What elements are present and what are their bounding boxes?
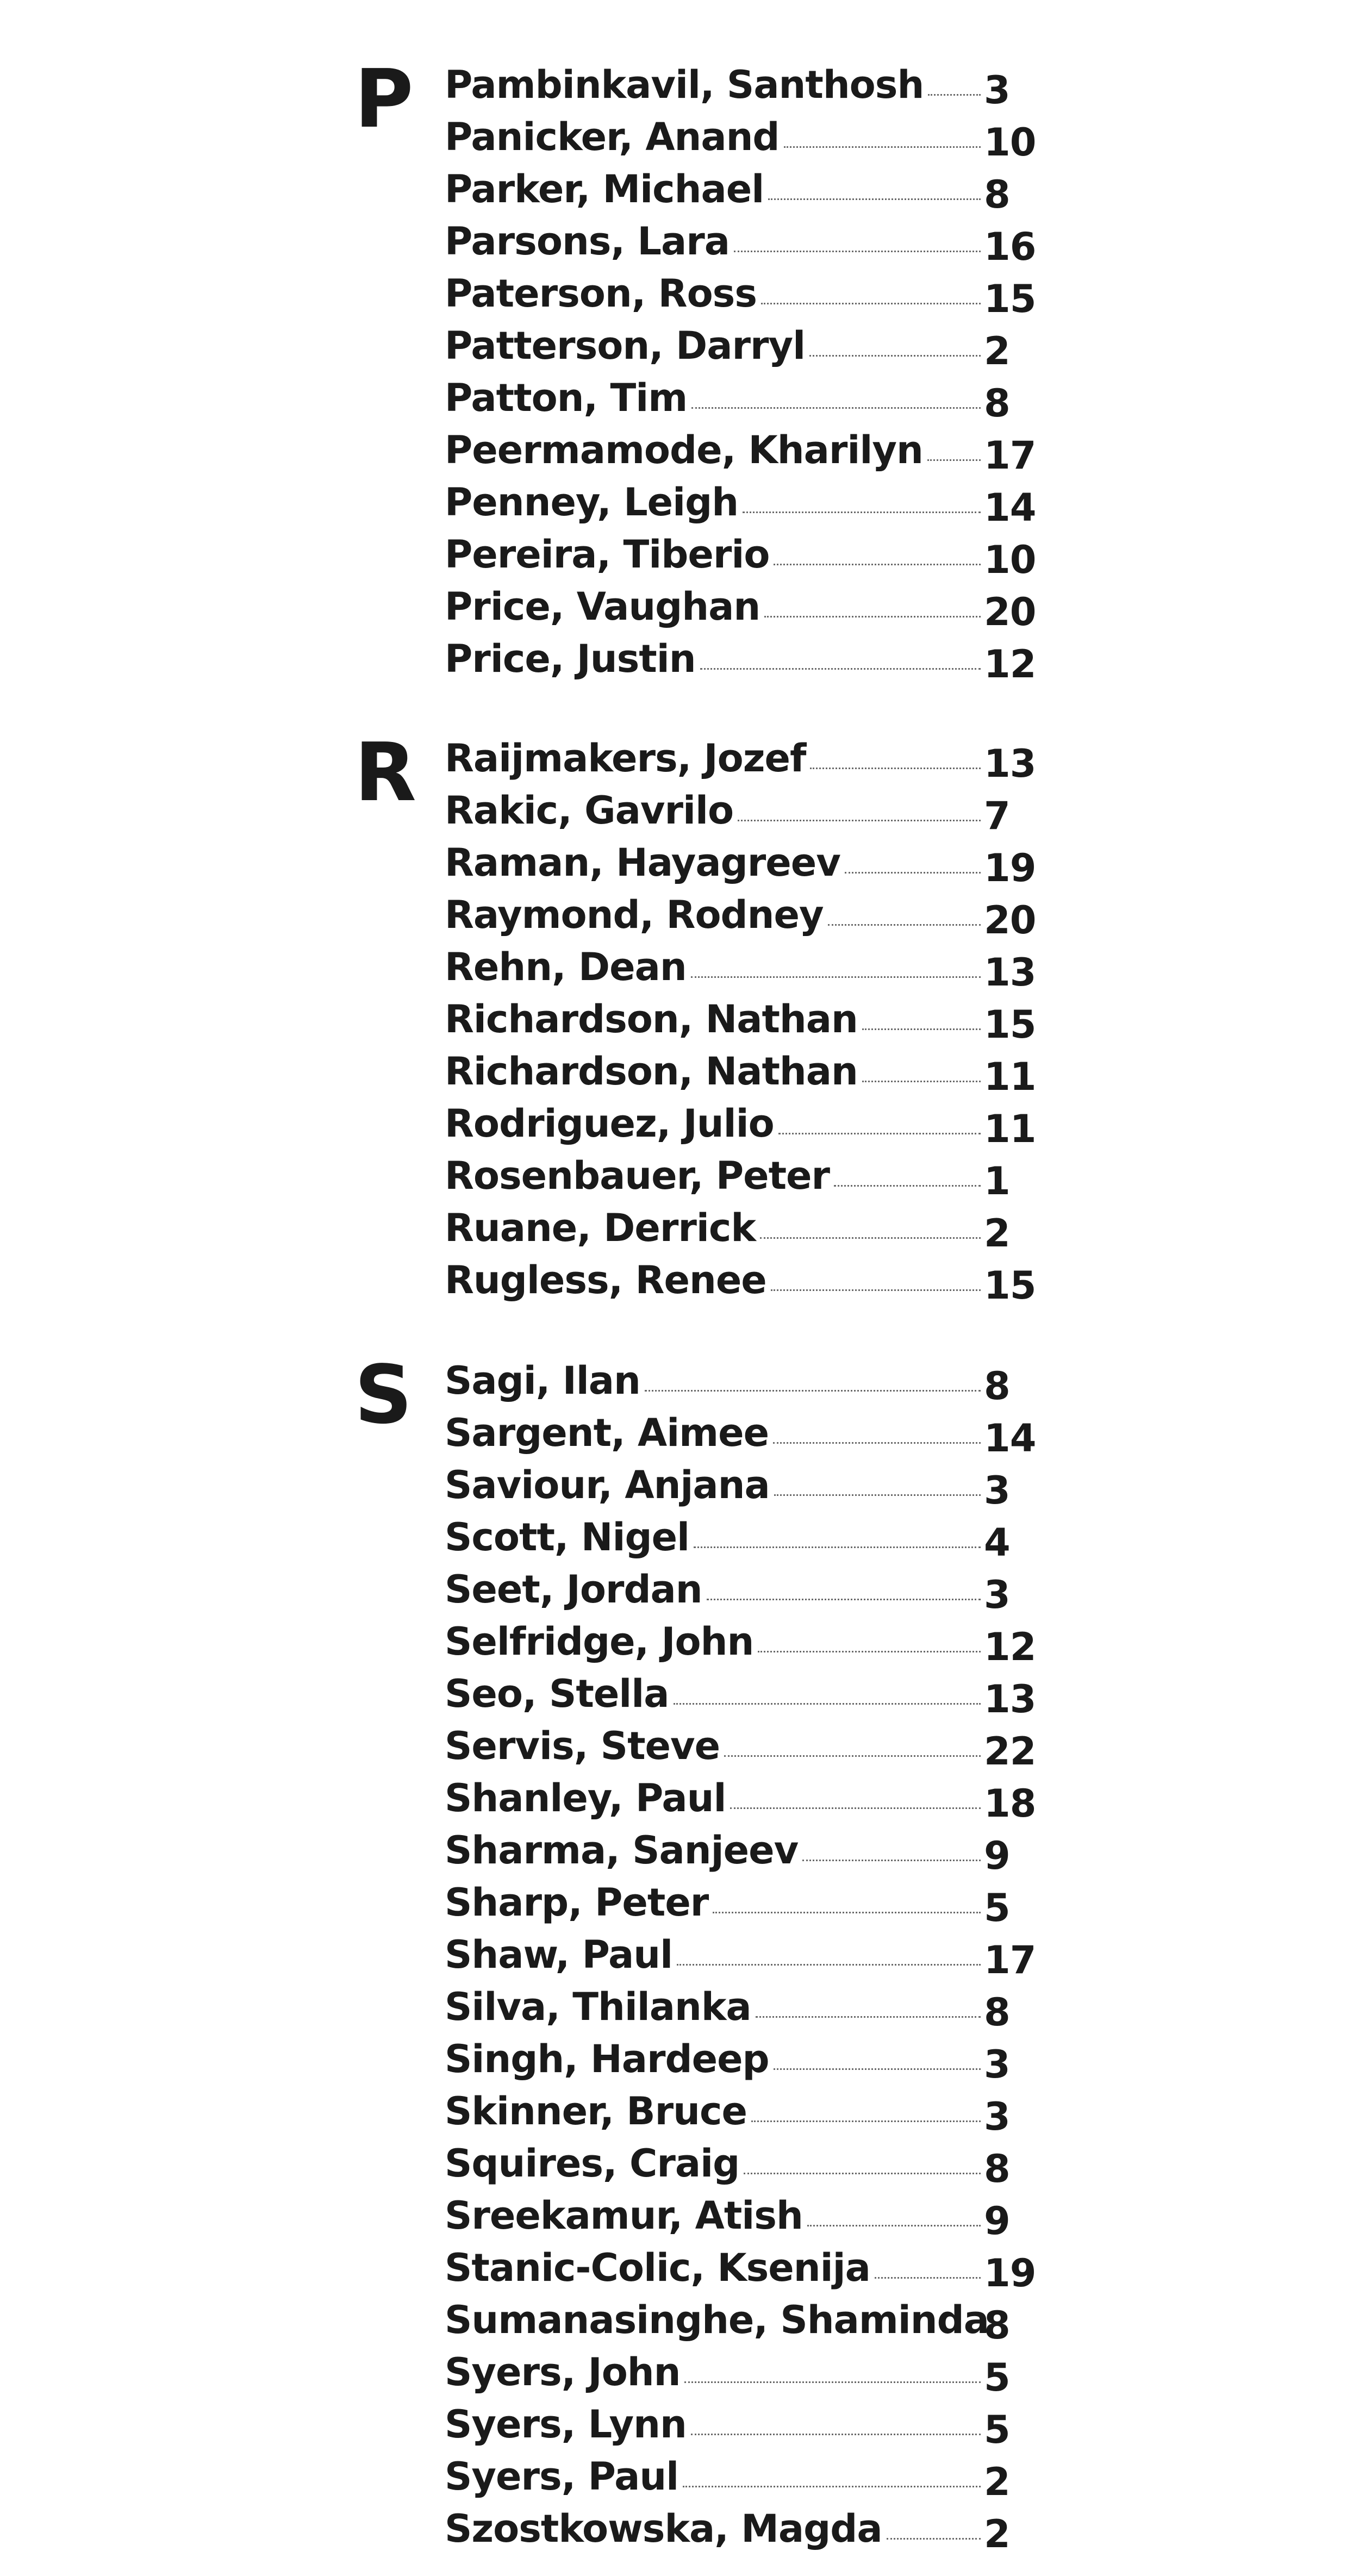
entry-page: 9 [984, 1833, 1010, 1878]
dot-leader [771, 1289, 981, 1291]
entry-name: Szostkowska, Magda [445, 2506, 882, 2551]
index-entry [445, 889, 1043, 941]
entry-page: 8 [984, 381, 1010, 426]
entry-name: Sargent, Aimee [445, 1411, 769, 1455]
index-entry [445, 1668, 1043, 1720]
entry-name: Squires, Craig [445, 2141, 740, 2186]
dot-leader [724, 1755, 981, 1757]
entry-name: Stanic-Colic, Ksenija [445, 2246, 870, 2290]
index-entry [445, 2398, 1043, 2450]
dot-leader [684, 2381, 981, 2383]
entry-page: 14 [984, 485, 1036, 530]
entry-page: 8 [984, 172, 1010, 217]
dot-leader [683, 2485, 981, 2487]
entry-page: 18 [984, 1781, 1036, 1826]
dot-leader [758, 1650, 981, 1652]
dot-leader [778, 1132, 981, 1134]
entry-list [445, 1355, 1043, 2555]
dot-leader [768, 198, 981, 200]
index-entry [445, 372, 1043, 424]
index-entry [445, 1929, 1043, 1981]
index-entry [445, 476, 1043, 528]
dot-leader [834, 1184, 981, 1187]
entry-page: 2 [984, 2512, 1010, 2556]
dot-leader [700, 668, 981, 670]
index-entry [445, 1720, 1043, 1772]
dot-leader [774, 563, 981, 565]
entry-page: 5 [984, 1886, 1010, 1930]
entry-page: 13 [984, 741, 1036, 786]
index-entry [445, 993, 1043, 1045]
entry-page: 2 [984, 1211, 1010, 1256]
entry-name: Selfridge, John [445, 1619, 754, 1664]
entry-page: 1 [984, 1159, 1010, 1203]
index-entry [445, 1459, 1043, 1511]
entry-name: Raijmakers, Jozef [445, 736, 806, 781]
index-entry [445, 1616, 1043, 1668]
section-letter: S [354, 1348, 413, 1442]
index-entry [445, 163, 1043, 215]
dot-leader [828, 924, 981, 926]
entry-name: Raymond, Rodney [445, 893, 824, 937]
index-entry [445, 528, 1043, 581]
entry-name: Panicker, Anand [445, 115, 780, 159]
entry-name: Rosenbauer, Peter [445, 1153, 830, 1198]
entry-name: Sumanasinghe, Shaminda [445, 2298, 989, 2342]
entry-page: 11 [984, 1055, 1036, 1099]
entry-name: Sreekamur, Atish [445, 2193, 803, 2238]
index-entry [445, 941, 1043, 993]
index-entry [445, 2346, 1043, 2398]
entry-page: 8 [984, 2147, 1010, 2191]
index-entry [445, 784, 1043, 837]
entry-page: 5 [984, 2355, 1010, 2400]
entry-name: Pereira, Tiberio [445, 532, 770, 577]
dot-leader [810, 767, 981, 769]
entry-list [445, 59, 1043, 685]
entry-page: 7 [984, 794, 1010, 838]
entry-name: Seo, Stella [445, 1671, 669, 1716]
entry-name: Sagi, Ilan [445, 1358, 640, 1403]
entry-page: 20 [984, 898, 1036, 943]
entry-page: 12 [984, 1625, 1036, 1669]
entry-page: 19 [984, 2251, 1036, 2296]
entry-name: Skinner, Bruce [445, 2089, 747, 2134]
dot-leader [691, 2433, 981, 2435]
dot-leader [713, 1911, 981, 1913]
dot-leader [887, 2537, 981, 2540]
dot-leader [738, 819, 981, 821]
entry-name: Saviour, Anjana [445, 1463, 770, 1507]
index-entry [445, 59, 1043, 111]
entry-page: 8 [984, 1990, 1010, 2035]
index-entry [445, 111, 1043, 163]
entry-page: 15 [984, 1002, 1036, 1047]
entry-name: Rehn, Dean [445, 945, 687, 989]
dot-leader [694, 1546, 981, 1548]
dot-leader [645, 1389, 981, 1392]
dot-leader [744, 2172, 981, 2174]
index-entry [445, 1981, 1043, 2033]
index-entry [445, 1876, 1043, 1929]
index-entry [445, 1772, 1043, 1824]
entry-page: 3 [984, 2042, 1010, 2087]
entry-page: 5 [984, 2407, 1010, 2452]
entry-name: Rugless, Renee [445, 1258, 766, 1302]
section-letter: P [354, 52, 414, 146]
entry-name: Price, Vaughan [445, 584, 760, 629]
entry-page: 13 [984, 1677, 1036, 1722]
dot-leader [674, 1702, 981, 1705]
dot-leader [743, 511, 981, 513]
index-entry [445, 424, 1043, 476]
index-entry [445, 633, 1043, 685]
section-letter: R [354, 726, 416, 819]
entry-page: 4 [984, 1520, 1010, 1565]
index-entry [445, 1097, 1043, 1150]
index-entry [445, 837, 1043, 889]
dot-leader [927, 459, 981, 461]
entry-name: Syers, Lynn [445, 2402, 687, 2447]
entry-name: Rakic, Gavrilo [445, 788, 734, 833]
entry-page: 16 [984, 224, 1036, 269]
entry-page: 10 [984, 538, 1036, 582]
dot-leader [760, 1237, 981, 1239]
index-entry [445, 267, 1043, 320]
dot-leader [875, 2276, 981, 2279]
dot-leader [862, 1080, 981, 1082]
entry-page: 8 [984, 2303, 1010, 2348]
index-entry [445, 2085, 1043, 2137]
index-entry [445, 2503, 1043, 2555]
entry-name: Syers, Paul [445, 2454, 679, 2499]
entry-name: Silva, Thilanka [445, 1985, 751, 2029]
dot-leader [862, 1028, 981, 1030]
entry-page: 10 [984, 120, 1036, 165]
dot-leader [691, 976, 981, 978]
dot-leader [807, 2224, 981, 2226]
entry-name: Sharma, Sanjeev [445, 1828, 799, 1873]
dot-leader [677, 1963, 981, 1966]
entry-name: Price, Justin [445, 637, 696, 681]
entry-name: Seet, Jordan [445, 1567, 702, 1612]
dot-leader [761, 302, 981, 304]
entry-name: Patterson, Darryl [445, 323, 806, 368]
index-entry [445, 2033, 1043, 2085]
entry-name: Parker, Michael [445, 167, 764, 211]
index-entry [445, 320, 1043, 372]
entry-page: 2 [984, 329, 1010, 373]
entry-name: Ruane, Derrick [445, 1206, 756, 1250]
entry-page: 3 [984, 1468, 1010, 1513]
entry-name: Pambinkavil, Santhosh [445, 63, 924, 107]
entry-page: 22 [984, 1729, 1036, 1774]
index-entry [445, 2294, 1043, 2346]
index-entry [445, 581, 1043, 633]
entry-list [445, 732, 1043, 1306]
entry-name: Sharp, Peter [445, 1880, 709, 1925]
index-entry [445, 1511, 1043, 1563]
index-entry [445, 1045, 1043, 1097]
entry-name: Raman, Hayagreev [445, 840, 840, 885]
index-entry [445, 215, 1043, 267]
entry-page: 14 [984, 1416, 1036, 1461]
index-entry [445, 1150, 1043, 1202]
entry-page: 13 [984, 950, 1036, 995]
dot-leader [845, 871, 981, 874]
dot-leader [730, 1807, 981, 1809]
index-entry [445, 1254, 1043, 1306]
dot-leader [734, 250, 981, 252]
dot-leader [784, 146, 981, 148]
entry-page: 9 [984, 2199, 1010, 2243]
dot-leader [809, 354, 981, 357]
dot-leader [928, 93, 981, 96]
entry-page: 2 [984, 2460, 1010, 2504]
entry-name: Richardson, Nathan [445, 1049, 858, 1094]
dot-leader [691, 407, 981, 409]
dot-leader [751, 2120, 981, 2122]
entry-page: 8 [984, 1364, 1010, 1408]
entry-name: Richardson, Nathan [445, 997, 858, 1041]
entry-name: Penney, Leigh [445, 480, 739, 525]
entry-name: Shaw, Paul [445, 1932, 673, 1977]
index-entry [445, 1202, 1043, 1254]
entry-page: 15 [984, 277, 1036, 321]
entry-name: Patton, Tim [445, 376, 688, 420]
entry-name: Syers, John [445, 2350, 681, 2394]
entry-name: Rodriguez, Julio [445, 1101, 774, 1146]
index-entry [445, 1824, 1043, 1876]
dot-leader [774, 2068, 981, 2070]
index-entry [445, 1563, 1043, 1616]
dot-leader [773, 1442, 981, 1444]
entry-page: 11 [984, 1107, 1036, 1151]
dot-leader [756, 2016, 981, 2018]
dot-leader [802, 1859, 981, 1861]
index-entry [445, 2450, 1043, 2503]
index-entry [445, 732, 1043, 784]
index-entry [445, 1407, 1043, 1459]
dot-leader [774, 1494, 981, 1496]
dot-leader [707, 1598, 981, 1600]
entry-page: 3 [984, 1573, 1010, 1617]
entry-name: Servis, Steve [445, 1724, 720, 1768]
entry-page: 19 [984, 846, 1036, 890]
entry-name: Parsons, Lara [445, 219, 730, 264]
entry-name: Peermamode, Kharilyn [445, 428, 923, 472]
entry-page: 3 [984, 68, 1010, 113]
entry-page: 17 [984, 1938, 1036, 1982]
entry-name: Scott, Nigel [445, 1515, 690, 1560]
entry-page: 15 [984, 1263, 1036, 1308]
index-entry [445, 1355, 1043, 1407]
entry-name: Singh, Hardeep [445, 2037, 769, 2081]
index-entry [445, 2190, 1043, 2242]
entry-page: 20 [984, 590, 1036, 634]
entry-page: 17 [984, 433, 1036, 478]
entry-name: Shanley, Paul [445, 1776, 726, 1820]
dot-leader [764, 615, 981, 618]
entry-page: 12 [984, 642, 1036, 687]
index-entry [445, 2242, 1043, 2294]
entry-name: Paterson, Ross [445, 271, 757, 316]
entry-page: 3 [984, 2094, 1010, 2139]
index-entry [445, 2137, 1043, 2190]
